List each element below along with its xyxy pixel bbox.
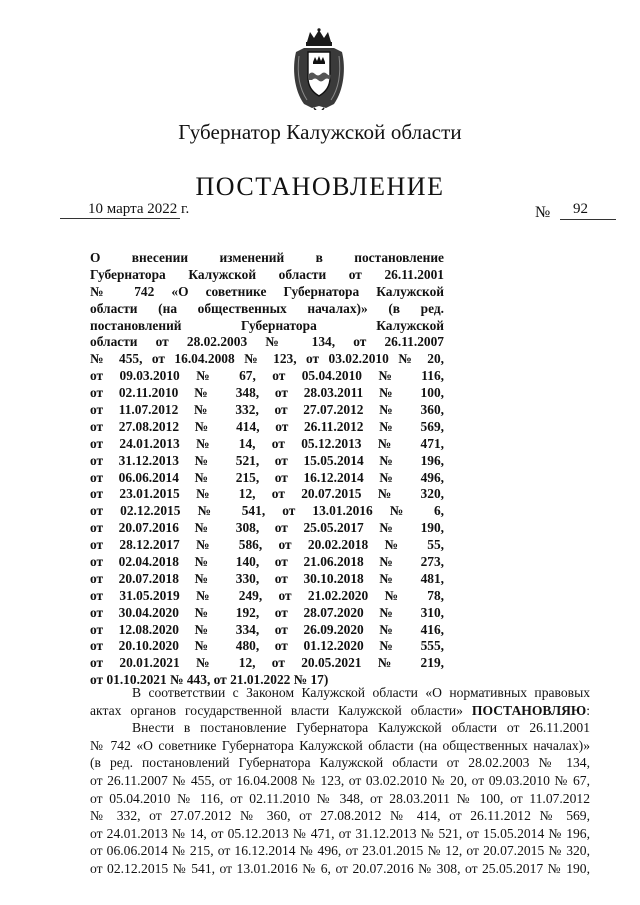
subject-line: от 28.12.2017 № 586, от 20.02.2018 № 55, xyxy=(90,537,444,553)
number-label: № xyxy=(535,204,551,221)
subject-line: от 09.03.2010 № 67, от 05.04.2010 № 116, xyxy=(90,368,444,384)
subject-line: от 31.12.2013 № 521, от 15.05.2014 № 196, xyxy=(90,452,444,468)
document-date: 10 марта 2022 г. xyxy=(88,201,190,217)
subject-line: от 11.07.2012 № 332, от 27.07.2012 № 360, xyxy=(90,402,444,418)
document-subject xyxy=(90,250,444,689)
subject-line: области (на общественных началах)» (в ред. xyxy=(90,300,444,316)
subject-line: от 02.11.2010 № 348, от 28.03.2011 № 100, xyxy=(90,385,444,401)
subject-line: от 24.01.2013 № 14, от 05.12.2013 № 471, xyxy=(90,435,444,451)
body-line: от 02.12.2015 № 541, от 13.01.2016 № 6, от 20.07.2016 № 308, от 25.05.2017 № 190, xyxy=(90,860,590,876)
coat-of-arms-icon xyxy=(290,28,348,110)
body-text: актах органов государственной власти Калужской области» xyxy=(90,702,472,718)
body-line: от 06.06.2014 № 215, от 16.12.2014 № 496, от 23.01.2015 № 12, от 20.07.2015 № 320, xyxy=(90,843,590,859)
subject-line: от 31.05.2019 № 249, от 21.02.2020 № 78, xyxy=(90,587,444,603)
body-punctuation: : xyxy=(586,702,590,718)
subject-line: от 20.01.2021 № 12, от 20.05.2021 № 219, xyxy=(90,655,444,671)
body-line: (в ред. постановлений Губернатора Калужской области от 28.02.2003 № 134, xyxy=(90,755,590,771)
subject-line: Губернатора Калужской области от 26.11.2001 xyxy=(90,266,444,282)
subject-line: от 20.10.2020 № 480, от 01.12.2020 № 555, xyxy=(90,638,444,654)
subject-line: от 06.06.2014 № 215, от 16.12.2014 № 496, xyxy=(90,469,444,485)
body-line xyxy=(90,702,590,720)
body-line: В соответствии с Законом Калужской области «О нормативных правовых xyxy=(132,685,590,700)
subject-line: № 455, от 16.04.2008 № 123, от 03.02.2010 № 20, xyxy=(90,351,444,367)
body-line: от 05.04.2010 № 116, от 02.11.2010 № 348, от 28.03.2011 № 100, от 11.07.2012 xyxy=(90,790,590,806)
subject-line: от 20.07.2016 № 308, от 25.05.2017 № 190, xyxy=(90,520,444,536)
subject-line: от 02.04.2018 № 140, от 21.06.2018 № 273, xyxy=(90,554,444,570)
subject-line: области от 28.02.2003 № 134, от 26.11.2007 xyxy=(90,334,444,350)
subject-line: постановлений Губернатора Калужской xyxy=(90,317,444,333)
subject-line: № 742 «О советнике Губернатора Калужской xyxy=(90,283,444,299)
subject-line: от 01.10.2021 № 443, от 21.01.2022 № 17) xyxy=(90,672,329,688)
subject-line: О внесении изменений в постановление xyxy=(90,250,444,265)
document-body xyxy=(90,684,590,878)
body-line: № 742 «О советнике Губернатора Калужской области (на общественных началах)» xyxy=(90,737,590,753)
subject-line: от 30.04.2020 № 192, от 28.07.2020 № 310, xyxy=(90,604,444,620)
subject-line: от 02.12.2015 № 541, от 13.01.2016 № 6, xyxy=(90,503,444,519)
subject-line: от 12.08.2020 № 334, от 26.09.2020 № 416, xyxy=(90,621,444,637)
resolution-word: ПОСТАНОВЛЯЮ xyxy=(471,702,587,718)
date-underline xyxy=(60,218,180,219)
document-type-title: ПОСТАНОВЛЕНИЕ xyxy=(195,172,445,201)
issuing-authority: Губернатор Калужской области xyxy=(178,120,462,144)
body-line: Внести в постановление Губернатора Калужской области от 26.11.2001 xyxy=(132,720,590,736)
document-number: 92 xyxy=(573,201,588,217)
body-line: от 26.11.2007 № 455, от 16.04.2008 № 123, от 03.02.2010 № 20, от 09.03.2010 № 67, xyxy=(90,772,590,788)
number-underline xyxy=(560,219,616,220)
body-line: от 24.01.2013 № 14, от 05.12.2013 № 471, от 31.12.2013 № 521, от 15.05.2014 № 196, xyxy=(90,825,590,841)
subject-line: от 27.08.2012 № 414, от 26.11.2012 № 569, xyxy=(90,418,444,434)
subject-line: от 23.01.2015 № 12, от 20.07.2015 № 320, xyxy=(90,486,444,502)
subject-line: от 20.07.2018 № 330, от 30.10.2018 № 481, xyxy=(90,570,444,586)
body-line: № 332, от 27.07.2012 № 360, от 27.08.2012 № 414, от 26.11.2012 № 569, xyxy=(90,808,590,824)
